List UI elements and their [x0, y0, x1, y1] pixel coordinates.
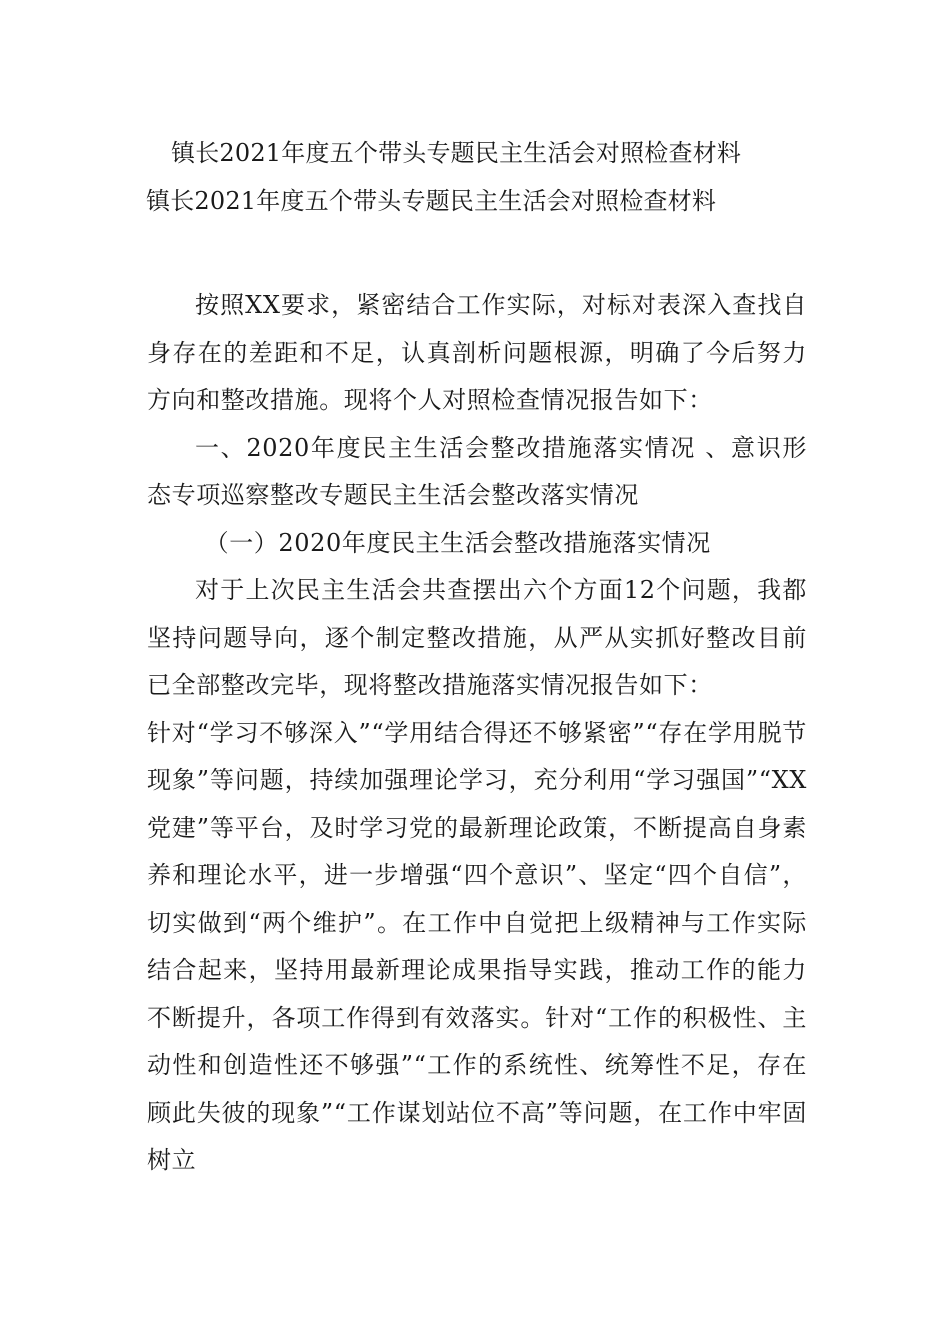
- body-paragraph: 针对“学习不够深入”“学用结合得还不够紧密”“存在学用脱节现象”等问题，持续加强理论学习，充分利用“学习强国”“XX党建”等平台，及时学习党的最新理论政策，不断提高自身素养和理论水平，进一步增强“四个意识”、坚定“四个自信”，切实做到“两个维护”。在工作中自觉把上级精神与工作实际结合起来，坚持用最新理论成果指导实践，推动工作的能力不断提升，各项工作得到有效落实。针对“工作的积极性、主动性和创造性还不够强”“工作的系统性、统筹性不足，存在顾此失彼的现象”“工作谋划站位不高”等问题，在工作中牢固树立: [147, 718, 807, 1174]
- intro-paragraph: 按照XX要求，紧密结合工作实际，对标对表深入查找自身存在的差距和不足，认真剖析问题根源，明确了今后努力方向和整改措施。现将个人对照检查情况报告如下：: [147, 291, 807, 414]
- document-title: 镇长2021年度五个带头专题民主生活会对照检查材料: [171, 139, 742, 167]
- subsection-heading: （一）2020年度民主生活会整改措施落实情况: [204, 528, 711, 557]
- body-paragraph: 对于上次民主生活会共查摆出六个方面12个问题，我都坚持问题导向，逐个制定整改措施，从严从实抓好整改目前已全部整改完毕，现将整改措施落实情况报告如下：: [147, 576, 807, 699]
- document-body: [147, 282, 807, 1185]
- document-subtitle: 镇长2021年度五个带头专题民主生活会对照检查材料: [146, 187, 717, 215]
- section-heading: 一、2020年度民主生活会整改措施落实情况 、意识形态专项巡察整改专题民主生活会整改落实情况: [147, 433, 807, 509]
